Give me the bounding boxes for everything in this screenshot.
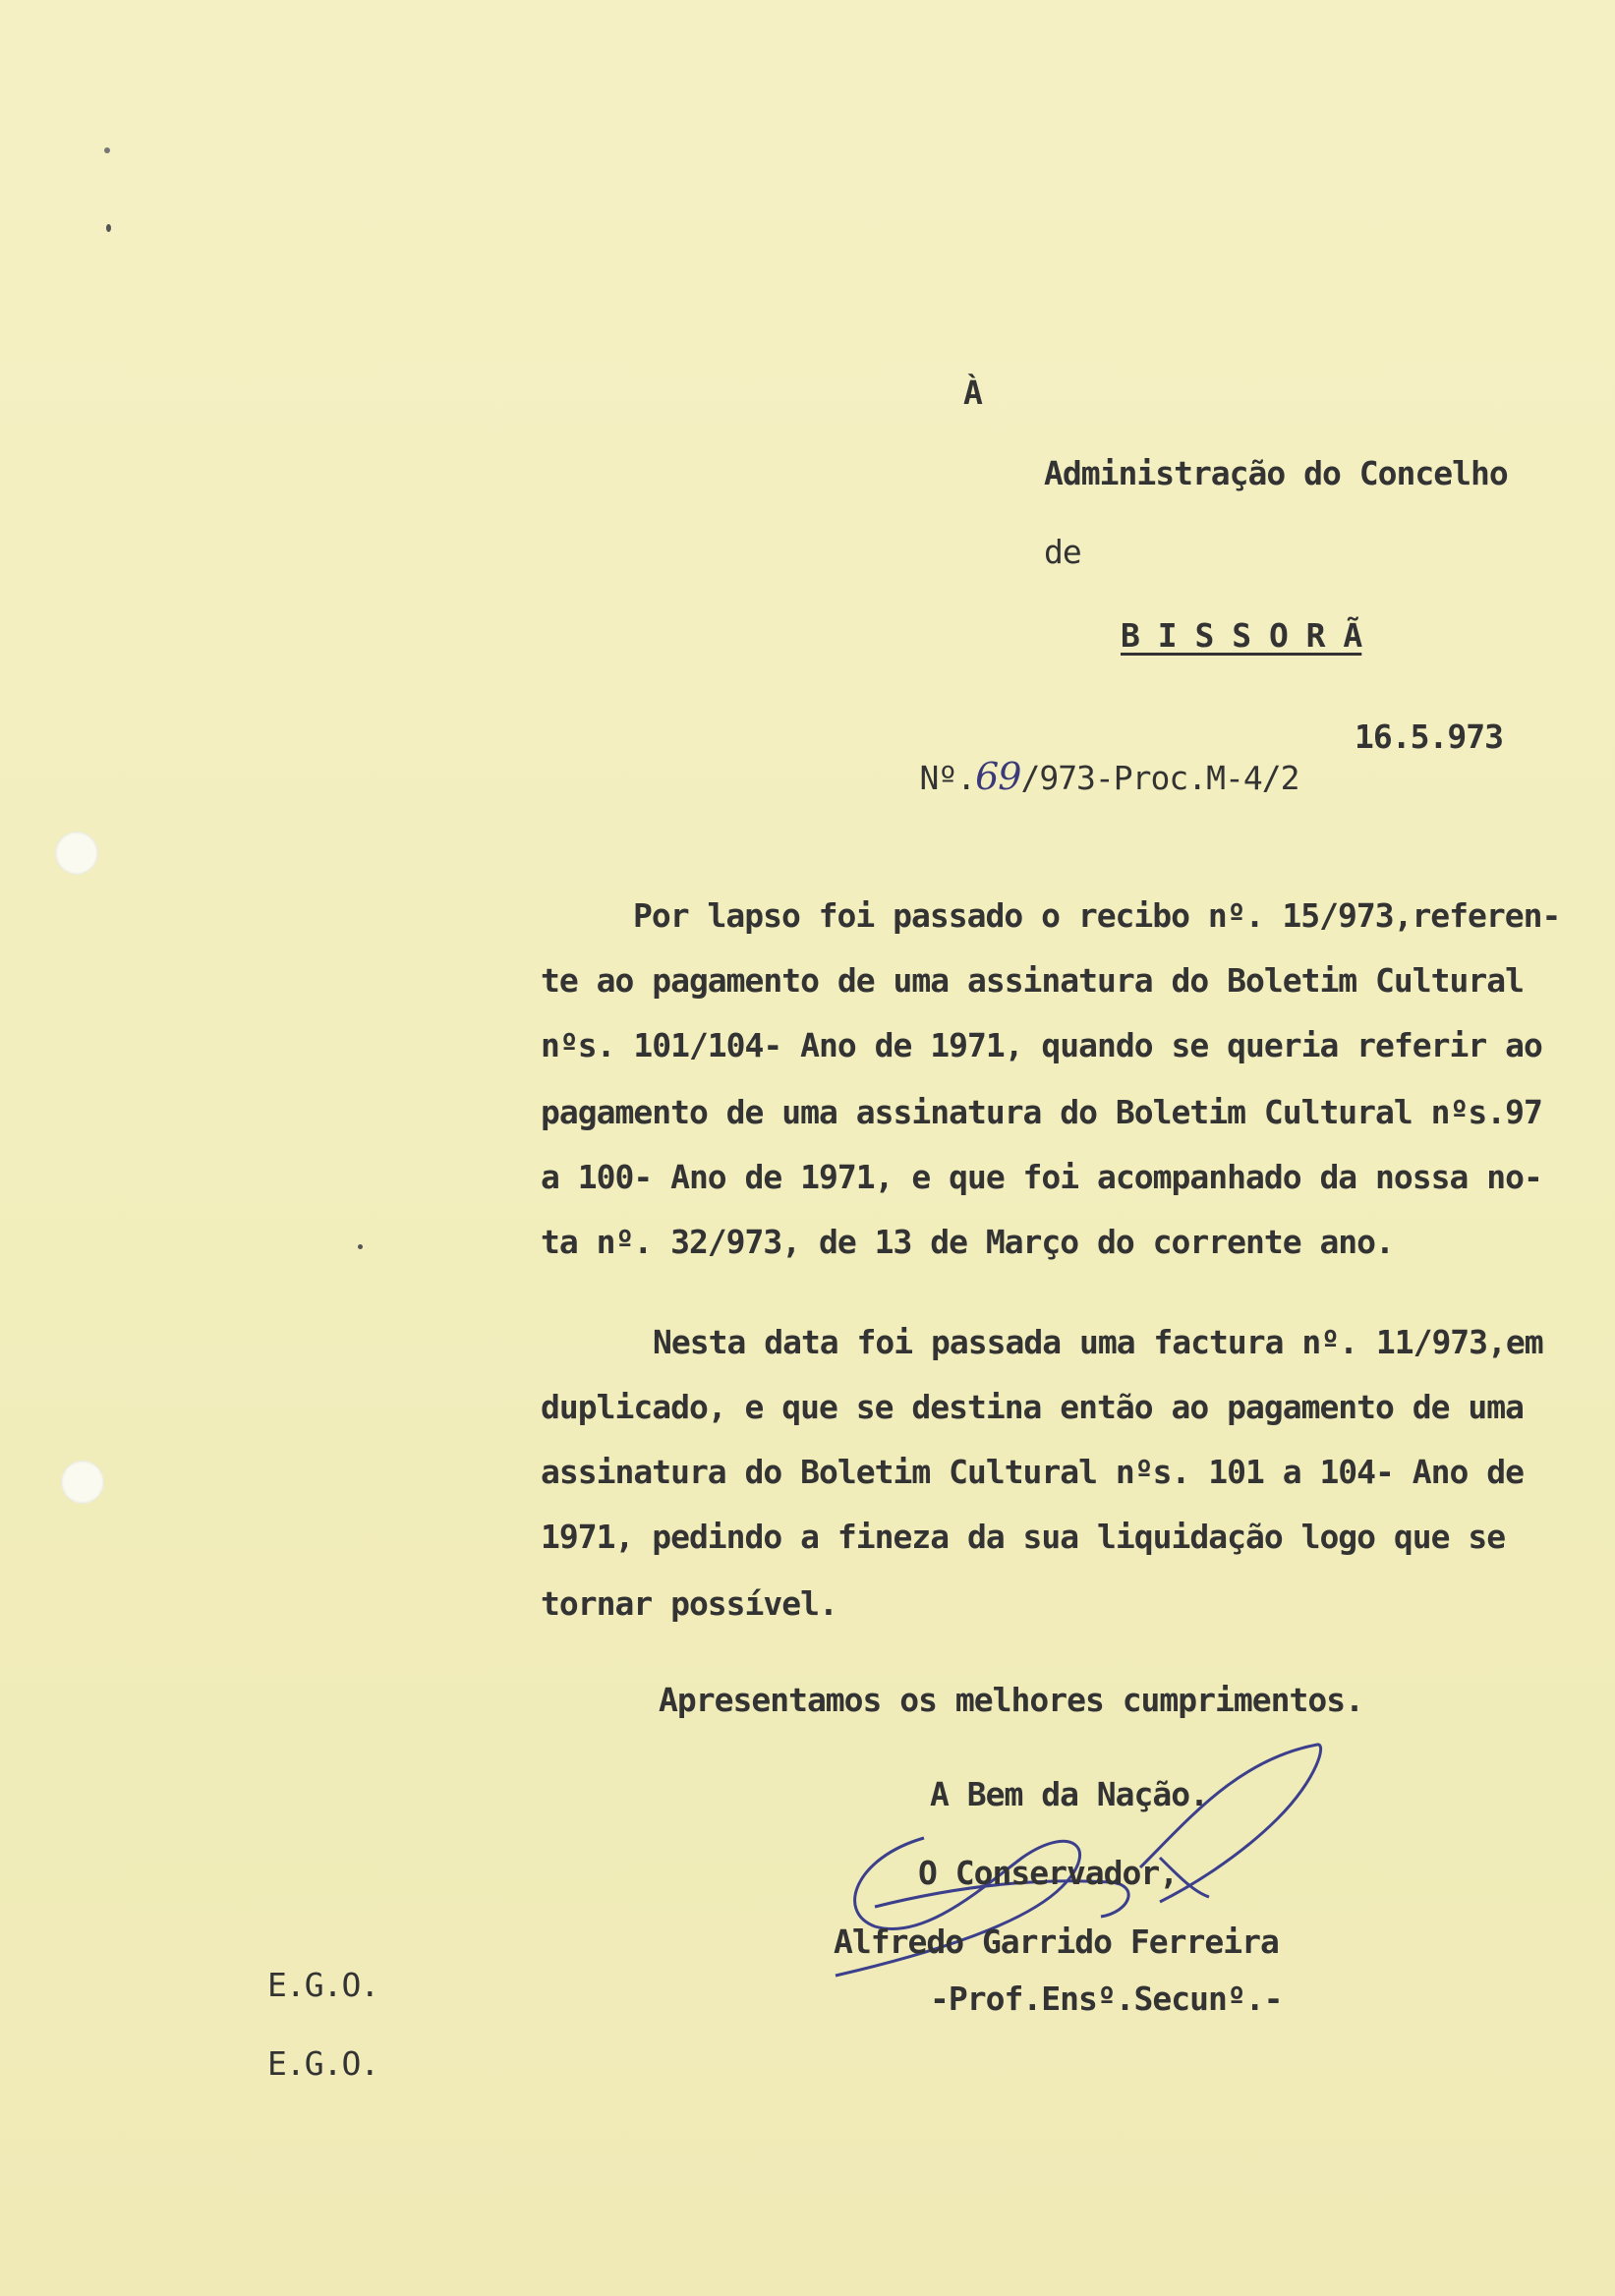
initials-2: E.G.O. <box>267 2044 379 2083</box>
addressee-line-1: Administração do Concelho <box>1044 454 1508 492</box>
body-line: te ao pagamento de uma assinatura do Boletim Cultural <box>541 961 1524 1000</box>
addressee-line-2: de <box>1044 533 1081 571</box>
reference-line <box>845 718 1298 837</box>
signer-title: O Conservador, <box>918 1854 1179 1892</box>
reference-suffix: /973-Proc.M-4/2 <box>1020 759 1299 797</box>
body-line: nºs. 101/104- Ano de 1971, quando se queria referir ao <box>541 1026 1542 1064</box>
signer-name: Alfredo Garrido Ferreira <box>834 1923 1279 1961</box>
body-line: 1971, pedindo a fineza da sua liquidação logo que se <box>541 1518 1506 1556</box>
punch-hole-bottom <box>61 1461 104 1504</box>
body-line: ta nº. 32/973, de 13 de Março do corrente ano. <box>541 1223 1394 1261</box>
reference-number: 69 <box>975 755 1021 798</box>
body-line: tornar possível. <box>541 1584 837 1623</box>
reference-prefix: Nº. <box>919 759 976 797</box>
body-line: Por lapso foi passado o recibo nº. 15/973,referen- <box>633 896 1561 935</box>
paper-speck <box>106 224 111 232</box>
punch-hole-top <box>55 832 98 875</box>
letter-date: 16.5.973 <box>1355 718 1503 756</box>
body-line: duplicado, e que se destina então ao pagamento de uma <box>541 1388 1524 1426</box>
body-line: assinatura do Boletim Cultural nºs. 101 a 104- Ano de <box>541 1453 1524 1491</box>
body-line: pagamento de uma assinatura do Boletim Cultural nºs.97 <box>541 1093 1542 1131</box>
initials-1: E.G.O. <box>267 1966 379 2004</box>
body-line: Nesta data foi passada uma factura nº. 11/973,em <box>653 1323 1543 1361</box>
salutation: A Bem da Nação. <box>930 1775 1209 1813</box>
body-line: a 100- Ano de 1971, e que foi acompanhado da nossa no- <box>541 1158 1542 1196</box>
paper-speck <box>358 1244 363 1249</box>
paper-speck <box>104 147 110 153</box>
addressee-prefix: À <box>963 373 982 412</box>
signer-role: -Prof.Ensº.Secunº.- <box>930 1980 1283 2018</box>
addressee-city: B I S S O R Ã <box>1121 616 1362 655</box>
closing-line: Apresentamos os melhores cumprimentos. <box>659 1681 1363 1719</box>
